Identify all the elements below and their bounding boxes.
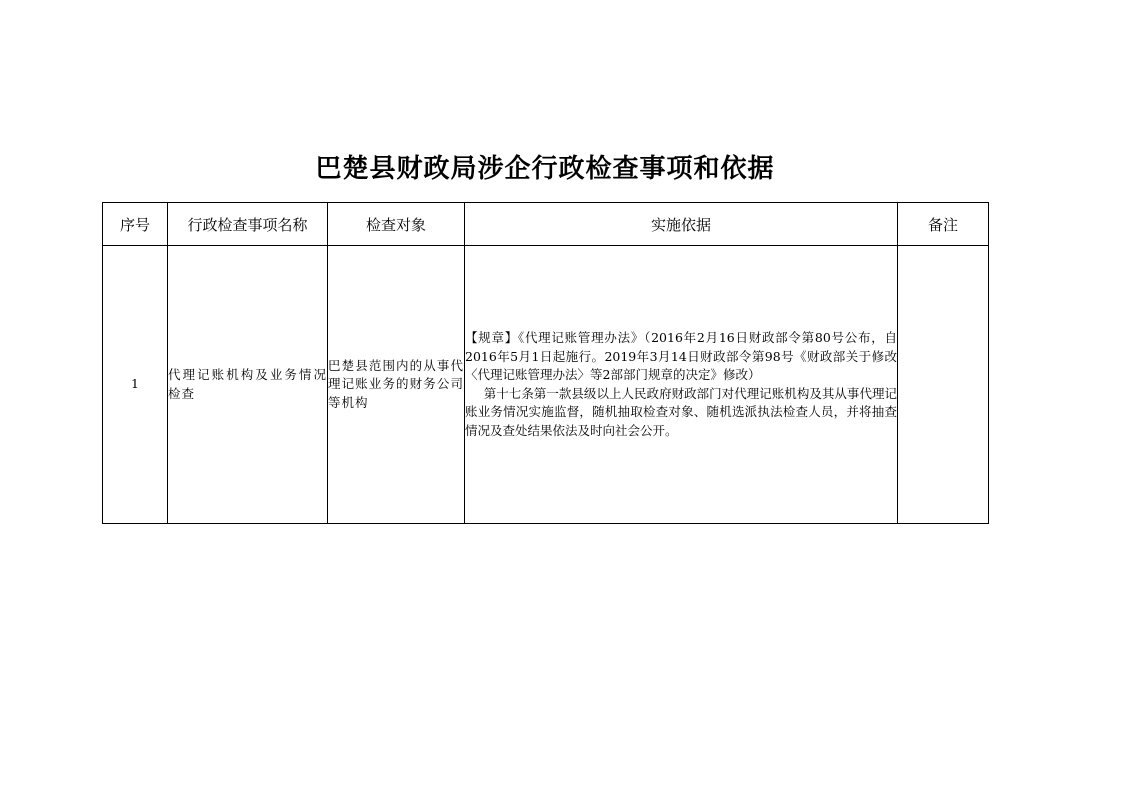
cell-item-name: 代理记账机构及业务情况检查 <box>168 246 328 524</box>
table-header-row <box>103 203 989 246</box>
header-basis: 实施依据 <box>465 203 898 246</box>
basis-article: 第十七条第一款县级以上人民政府财政部门对代理记账机构及其从事代理记账业务情况实施监督，随机抽取检查对象、随机选派执法检查人员，并将抽查情况及查处结果依法及时向社会公开。 <box>465 385 897 438</box>
cell-basis <box>465 246 898 524</box>
basis-regulation: 【规章】《代理记账管理办法》（2016年2月16日财政部令第80号公布，自2016年5月1日起施行。2019年3月14日财政部令第98号《财政部关于修改〈代理记账管理办法〉等2部部门规章的决定》修改） <box>465 330 897 382</box>
cell-remark <box>898 246 989 524</box>
cell-seq: 1 <box>103 246 168 524</box>
inspection-table <box>102 202 989 524</box>
header-item-name: 行政检查事项名称 <box>168 203 328 246</box>
header-target: 检查对象 <box>328 203 465 246</box>
header-remark: 备注 <box>898 203 989 246</box>
header-seq: 序号 <box>103 203 168 246</box>
page-title: 巴楚县财政局涉企行政检查事项和依据 <box>315 154 775 184</box>
cell-target: 巴楚县范围内的从事代理记账业务的财务公司等机构 <box>328 246 465 524</box>
table-row <box>103 246 989 524</box>
